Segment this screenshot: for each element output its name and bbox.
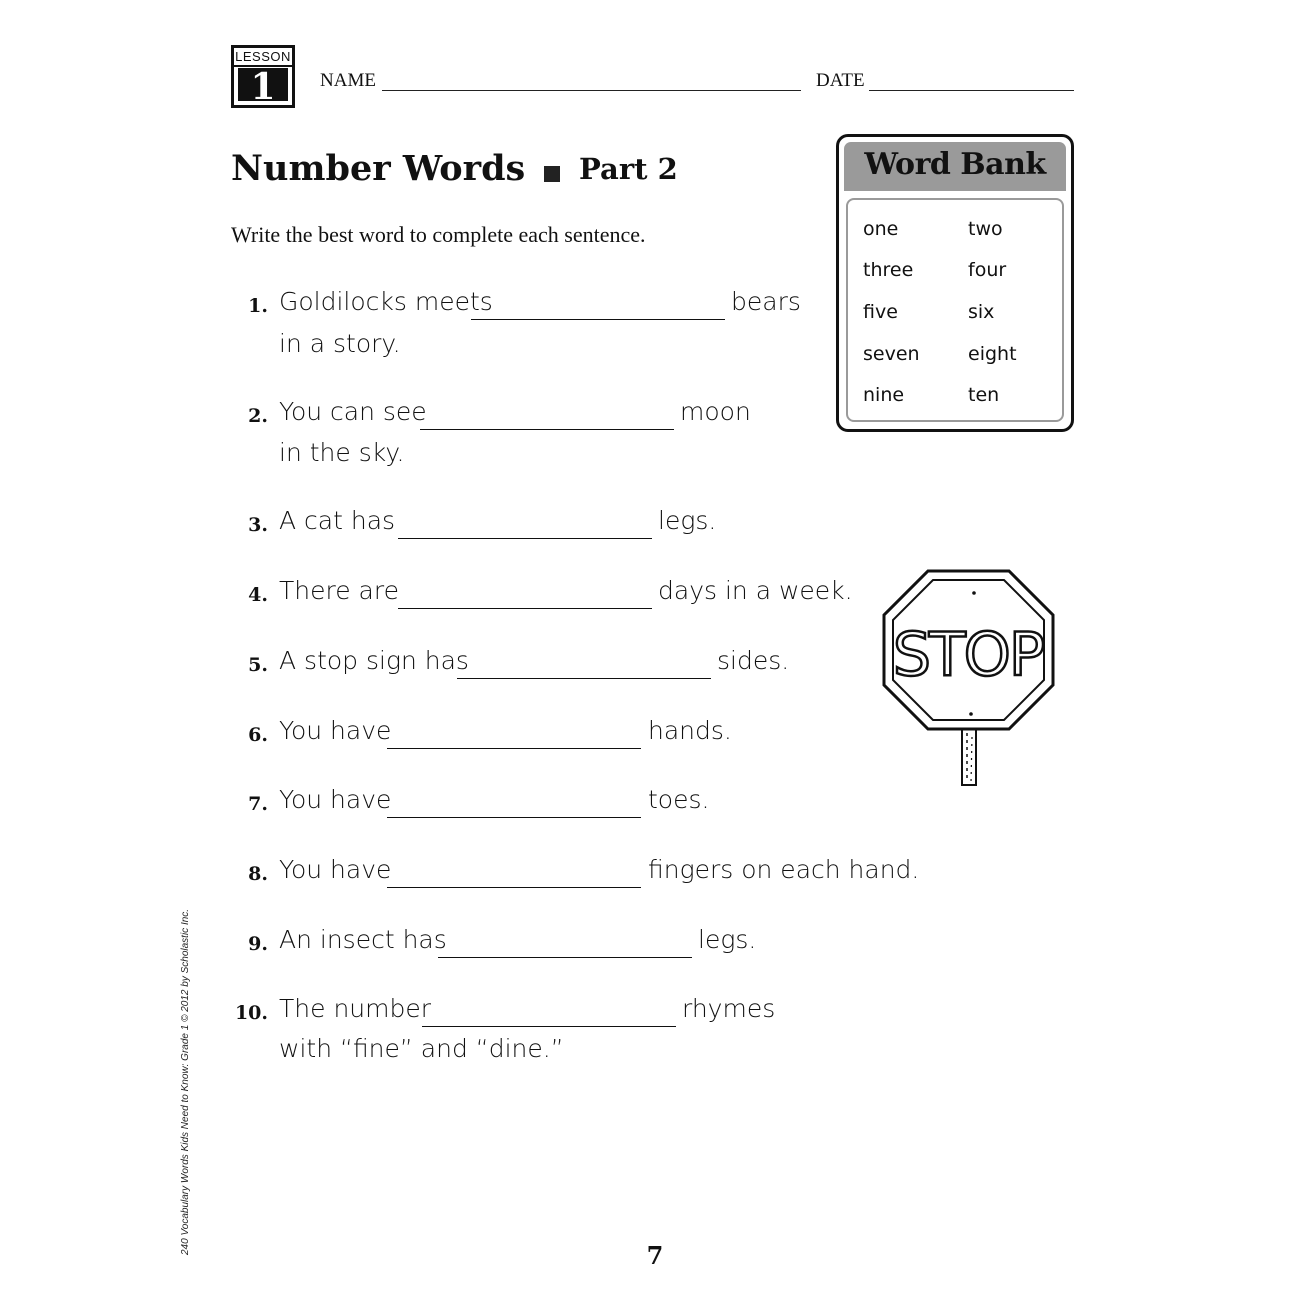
question-text-line2: with “fine” and “dine.” <box>279 1034 564 1063</box>
word-bank-word: ten <box>968 384 1000 406</box>
question-text-after: moon <box>680 397 751 426</box>
question-text-before: You can see <box>279 397 427 426</box>
answer-blank[interactable] <box>398 608 652 609</box>
question-number: 1. <box>248 295 268 317</box>
instructions: Write the best word to complete each sentence. <box>231 222 646 247</box>
question-number: 4. <box>248 584 268 606</box>
answer-blank[interactable] <box>387 748 641 749</box>
word-bank-header <box>844 142 1066 191</box>
word-bank-word: seven <box>863 343 920 365</box>
question-text-before: An insect has <box>279 925 447 954</box>
question-text-after: bears <box>731 287 801 316</box>
answer-blank[interactable] <box>422 1026 676 1027</box>
question-text-before: You have <box>279 855 392 884</box>
question-text-after: rhymes <box>682 994 776 1023</box>
date-field-line[interactable] <box>869 90 1074 91</box>
question-text-before: Goldilocks meets <box>279 287 493 316</box>
question-text-after: hands. <box>648 716 732 745</box>
page-title: Number Words <box>231 148 526 189</box>
name-label: NAME <box>320 70 376 91</box>
question-number: 7. <box>248 793 268 815</box>
question-text-before: You have <box>279 716 392 745</box>
answer-blank[interactable] <box>457 678 711 679</box>
question-text-after: sides. <box>717 646 790 675</box>
question-text-before: You have <box>279 785 392 814</box>
question-number: 5. <box>248 654 268 676</box>
question-text-after: legs. <box>658 506 717 535</box>
stop-sign-text: STOP <box>892 620 1044 690</box>
page-subtitle: Part 2 <box>579 152 678 186</box>
answer-blank[interactable] <box>387 817 641 818</box>
question-text-before: A cat has <box>279 506 396 535</box>
question-number: 3. <box>248 514 268 536</box>
word-bank <box>836 134 1074 432</box>
lesson-number: 1 <box>238 68 288 101</box>
answer-blank[interactable] <box>471 319 725 320</box>
word-bank-word: four <box>968 259 1007 281</box>
answer-blank[interactable] <box>438 957 692 958</box>
side-credit: 240 Vocabulary Words Kids Need to Know: Grade 1 © 2012 by Scholastic Inc. <box>180 908 191 1255</box>
word-bank-word: nine <box>863 384 905 406</box>
date-label: DATE <box>816 70 865 91</box>
question-text-before: A stop sign has <box>279 646 469 675</box>
word-bank-word: five <box>863 301 898 323</box>
question-number: 9. <box>248 933 268 955</box>
question-text-line2: in a story. <box>279 329 401 358</box>
question-text-line2: in the sky. <box>279 438 405 467</box>
word-bank-word: eight <box>968 343 1017 365</box>
lesson-badge <box>231 45 295 108</box>
word-bank-title: Word Bank <box>864 147 1046 182</box>
question-number: 10. <box>234 1002 268 1024</box>
question-number: 8. <box>248 863 268 885</box>
stop-sign-icon <box>875 565 1065 790</box>
name-field-line[interactable] <box>382 90 801 91</box>
question-number: 6. <box>248 724 268 746</box>
question-text-before: The number <box>279 994 432 1023</box>
question-text-after: fingers on each hand. <box>648 855 920 884</box>
page-number: 7 <box>646 1241 664 1270</box>
title-separator-square <box>544 166 560 182</box>
word-bank-word: six <box>968 301 995 323</box>
word-bank-word: one <box>863 218 899 240</box>
answer-blank[interactable] <box>387 887 641 888</box>
answer-blank[interactable] <box>398 538 652 539</box>
word-bank-word: two <box>968 218 1003 240</box>
answer-blank[interactable] <box>420 429 674 430</box>
question-text-after: toes. <box>648 785 710 814</box>
question-text-after: legs. <box>698 925 757 954</box>
question-text-after: days in a week. <box>658 576 853 605</box>
question-text-before: There are <box>279 576 399 605</box>
lesson-label: LESSON <box>234 48 292 67</box>
word-bank-word: three <box>863 259 914 281</box>
question-number: 2. <box>248 405 268 427</box>
